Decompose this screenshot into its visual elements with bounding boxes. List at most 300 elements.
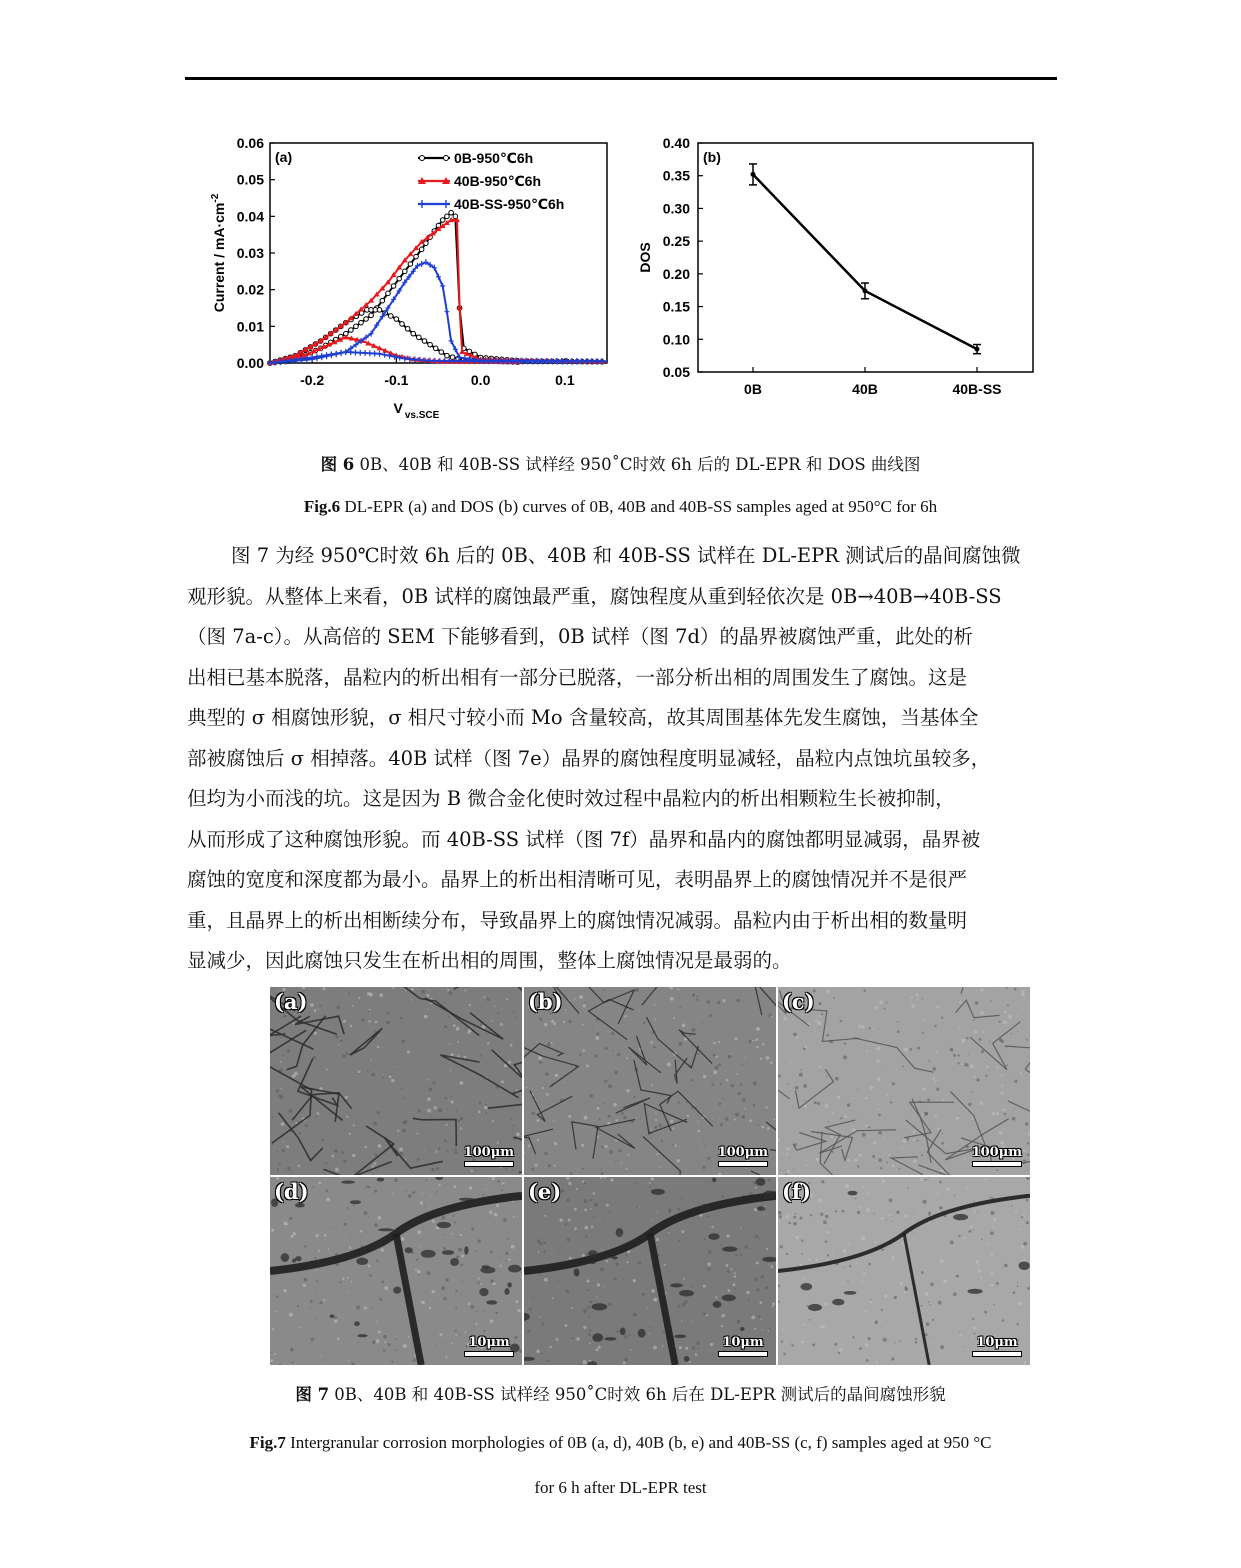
texture-speck [552, 1297, 554, 1299]
data-point [419, 247, 424, 252]
sem-panel [778, 987, 1030, 1175]
data-point [428, 342, 433, 347]
texture-speck [282, 1149, 285, 1152]
sem-panel-label: (f) [782, 1179, 811, 1204]
texture-speck [915, 1338, 917, 1340]
texture-speck [912, 1313, 913, 1314]
texture-speck [1007, 1214, 1009, 1216]
y-tick-label: 0.35 [662, 167, 690, 184]
body-line: 腐蚀的宽度和深度都为最小。晶界上的析出相清晰可见，表明晶界上的腐蚀情况并不是很严 [187, 868, 968, 891]
texture-speck [278, 1094, 281, 1097]
texture-speck [400, 1152, 403, 1155]
texture-speck [934, 1115, 937, 1118]
texture-speck [874, 1213, 875, 1214]
texture-speck [505, 1260, 507, 1262]
texture-speck [349, 1133, 351, 1135]
texture-speck [303, 1284, 306, 1287]
texture-speck [940, 1259, 944, 1263]
texture-speck [274, 1353, 276, 1355]
texture-speck [924, 1324, 926, 1326]
texture-speck [436, 1167, 439, 1170]
texture-speck [281, 1122, 285, 1126]
texture-speck [626, 1089, 629, 1092]
texture-speck [370, 1060, 371, 1061]
texture-speck [749, 1119, 752, 1122]
texture-speck [725, 1117, 729, 1121]
texture-speck [581, 1144, 584, 1147]
texture-speck [1021, 993, 1025, 997]
texture-speck [681, 1197, 683, 1199]
texture-speck [276, 1089, 279, 1092]
x-tick-label: -0.2 [300, 372, 325, 388]
texture-speck [281, 1037, 283, 1039]
y-axis-label: DOS [637, 242, 653, 273]
texture-speck [424, 1150, 425, 1151]
texture-speck [648, 1333, 649, 1334]
texture-speck [770, 1061, 773, 1064]
texture-speck [703, 1285, 706, 1288]
texture-speck [678, 1060, 679, 1061]
texture-speck [957, 1054, 959, 1056]
texture-speck [838, 1352, 840, 1354]
texture-speck [721, 1196, 723, 1198]
texture-speck [338, 1226, 339, 1227]
texture-speck [574, 1227, 577, 1230]
texture-speck [599, 1118, 601, 1120]
texture-speck [641, 1043, 642, 1044]
texture-speck [287, 1167, 290, 1170]
texture-speck [783, 1217, 785, 1219]
texture-speck [429, 1307, 431, 1309]
corrosion-pit [393, 1287, 401, 1294]
texture-speck [538, 1056, 542, 1060]
texture-speck [544, 1023, 547, 1026]
texture-speck [272, 1328, 274, 1330]
texture-speck [352, 1154, 355, 1157]
texture-speck [756, 1046, 759, 1049]
texture-speck [936, 1088, 939, 1091]
texture-speck [1018, 1302, 1022, 1306]
texture-speck [799, 1340, 800, 1341]
data-point [440, 218, 445, 223]
texture-speck [735, 1288, 737, 1290]
texture-speck [495, 1312, 498, 1315]
texture-speck [441, 1286, 445, 1290]
y-tick-label: 0.15 [662, 298, 690, 315]
texture-speck [756, 1262, 759, 1265]
texture-speck [541, 1353, 542, 1354]
texture-speck [960, 1334, 963, 1337]
texture-speck [847, 1159, 850, 1162]
texture-speck [548, 1164, 551, 1167]
texture-speck [707, 1157, 710, 1160]
texture-speck [826, 1076, 828, 1078]
texture-speck [679, 1320, 680, 1321]
texture-speck [596, 1296, 597, 1297]
grain-boundary [754, 987, 776, 1016]
texture-speck [762, 1126, 765, 1129]
texture-speck [843, 1249, 847, 1253]
texture-speck [768, 1330, 770, 1332]
texture-speck [434, 1106, 438, 1110]
texture-speck [373, 1140, 374, 1141]
texture-speck [889, 1214, 891, 1216]
texture-speck [964, 1063, 968, 1067]
texture-speck [373, 1121, 377, 1125]
texture-speck [609, 1150, 613, 1154]
texture-speck [569, 1257, 572, 1260]
texture-speck [501, 1189, 503, 1191]
texture-speck [594, 1203, 598, 1207]
texture-speck [651, 1084, 653, 1086]
scale-bar [464, 1335, 514, 1357]
texture-speck [791, 1115, 792, 1116]
texture-speck [499, 1265, 501, 1267]
texture-speck [915, 993, 918, 996]
texture-speck [678, 1101, 680, 1103]
texture-speck [677, 1159, 680, 1162]
texture-speck [590, 1181, 592, 1183]
texture-speck [447, 989, 449, 991]
texture-speck [314, 1009, 317, 1012]
texture-speck [762, 1043, 764, 1045]
texture-speck [782, 1328, 784, 1330]
corrosion-pit [651, 1189, 665, 1195]
texture-speck [761, 1319, 762, 1320]
texture-speck [351, 1362, 355, 1365]
texture-speck [376, 1260, 378, 1262]
texture-speck [713, 1070, 717, 1074]
texture-speck [544, 1215, 546, 1217]
texture-speck [454, 1291, 455, 1292]
texture-speck [720, 1083, 722, 1085]
texture-speck [979, 1038, 982, 1041]
texture-speck [981, 1122, 982, 1123]
texture-speck [1001, 1074, 1003, 1076]
texture-speck [435, 1151, 437, 1153]
texture-speck [966, 1188, 968, 1190]
texture-speck [894, 1296, 897, 1299]
texture-speck [594, 1054, 597, 1057]
texture-speck [389, 1075, 392, 1078]
corrosion-pit [354, 1321, 360, 1326]
texture-speck [928, 1177, 929, 1178]
texture-speck [441, 1216, 445, 1220]
data-point [334, 351, 339, 357]
texture-speck [535, 1164, 538, 1167]
texture-speck [601, 1146, 604, 1149]
texture-speck [606, 1204, 609, 1207]
texture-speck [626, 1261, 628, 1263]
texture-speck [1000, 1141, 1004, 1145]
data-point [380, 298, 385, 303]
sem-panel [778, 1177, 1030, 1365]
texture-speck [374, 1162, 377, 1165]
panel-label: (b) [703, 149, 721, 165]
grain-boundary [732, 1171, 768, 1175]
texture-speck [734, 1272, 736, 1274]
texture-speck [1027, 1142, 1029, 1144]
texture-speck [484, 1311, 485, 1312]
grain-boundary [298, 1059, 337, 1106]
texture-speck [927, 1179, 928, 1180]
texture-speck [793, 1222, 797, 1226]
texture-speck [596, 1032, 599, 1035]
texture-speck [440, 1333, 443, 1336]
texture-speck [881, 1217, 884, 1220]
body-line: 但均为小而浅的坑。这是因为 B 微合金化使时效过程中晶粒内的析出相颗粒生长被抑制， [187, 787, 955, 810]
texture-speck [323, 987, 326, 990]
corrosion-pit [670, 1283, 683, 1287]
texture-speck [402, 1040, 405, 1043]
texture-speck [881, 1327, 882, 1328]
texture-speck [492, 1307, 493, 1308]
sem-panel [524, 987, 776, 1175]
texture-speck [736, 999, 740, 1003]
texture-speck [903, 1310, 904, 1311]
texture-speck [892, 1221, 893, 1222]
texture-speck [704, 1162, 705, 1163]
texture-speck [903, 1149, 904, 1150]
corrosion-pit [679, 1290, 694, 1297]
texture-speck [805, 1360, 806, 1361]
texture-speck [932, 1319, 934, 1321]
texture-speck [718, 1041, 720, 1043]
texture-speck [800, 1069, 801, 1070]
texture-speck [1006, 1047, 1007, 1048]
texture-speck [844, 1042, 846, 1044]
texture-speck [942, 1099, 944, 1101]
texture-speck [714, 1260, 715, 1261]
texture-speck [868, 1126, 870, 1128]
texture-speck [915, 1341, 918, 1344]
texture-speck [516, 1132, 520, 1136]
texture-speck [431, 1242, 432, 1243]
texture-speck [968, 1054, 969, 1055]
texture-speck [734, 1119, 736, 1121]
texture-speck [337, 1006, 341, 1010]
texture-speck [303, 1278, 307, 1282]
texture-speck [281, 1088, 283, 1090]
texture-speck [993, 1218, 996, 1221]
texture-speck [382, 1280, 385, 1283]
texture-speck [943, 1017, 945, 1019]
texture-speck [356, 1305, 360, 1309]
texture-speck [884, 1008, 886, 1010]
texture-speck [780, 1064, 781, 1065]
texture-speck [358, 997, 360, 999]
texture-speck [513, 1216, 515, 1218]
texture-speck [456, 1256, 459, 1259]
texture-speck [972, 1091, 974, 1093]
texture-speck [876, 1047, 880, 1051]
texture-speck [758, 1118, 759, 1119]
texture-speck [672, 1144, 674, 1146]
texture-speck [617, 1330, 619, 1332]
texture-speck [986, 1065, 989, 1068]
texture-speck [478, 1110, 481, 1113]
texture-speck [735, 1254, 738, 1257]
texture-speck [445, 1356, 447, 1358]
texture-speck [554, 1164, 556, 1166]
texture-speck [964, 1158, 966, 1160]
texture-speck [677, 1124, 678, 1125]
y-tick-label: 0.01 [236, 318, 264, 335]
corrosion-pit [507, 1282, 511, 1287]
texture-speck [335, 1168, 339, 1172]
texture-speck [515, 1300, 518, 1303]
texture-speck [974, 1031, 977, 1034]
texture-speck [855, 1198, 856, 1199]
grain-boundary [394, 987, 479, 1036]
texture-speck [405, 990, 407, 992]
texture-speck [715, 1296, 717, 1298]
body-line: 显减少，因此腐蚀只发生在析出相的周围，整体上腐蚀情况是最弱的。 [187, 949, 792, 972]
texture-speck [455, 1151, 458, 1154]
data-point [422, 339, 427, 344]
texture-speck [1017, 1285, 1019, 1287]
texture-speck [1014, 988, 1017, 991]
texture-speck [875, 1006, 878, 1009]
texture-speck [928, 1214, 930, 1216]
corrosion-pit [712, 1178, 716, 1182]
texture-speck [810, 1214, 812, 1216]
texture-speck [662, 1331, 665, 1334]
texture-speck [462, 1281, 463, 1282]
texture-speck [453, 1150, 454, 1151]
texture-speck [317, 1112, 320, 1115]
data-point [444, 309, 449, 315]
texture-speck [626, 1057, 628, 1059]
texture-speck [532, 1112, 535, 1115]
texture-speck [291, 1235, 294, 1238]
scale-bar-line [972, 1351, 1022, 1357]
texture-speck [678, 989, 680, 991]
grain-boundary [891, 1157, 922, 1175]
texture-speck [757, 1288, 760, 1291]
texture-speck [678, 1240, 680, 1242]
scale-bar-label: 10μm [722, 1335, 764, 1350]
texture-speck [854, 1159, 857, 1162]
texture-speck [756, 1123, 757, 1124]
texture-speck [443, 1297, 446, 1300]
texture-speck [565, 1324, 568, 1327]
grain-boundary-crack [904, 1233, 929, 1365]
texture-speck [538, 1251, 540, 1253]
texture-speck [349, 1247, 351, 1249]
scale-bar-label: 100μm [463, 1145, 514, 1160]
texture-speck [362, 1321, 363, 1322]
texture-speck [704, 1238, 706, 1240]
x-tick-label: 0B [744, 381, 762, 397]
y-axis-label: Current / $mA\cdot cm^{-2}$ [210, 193, 227, 313]
texture-speck [402, 1097, 404, 1099]
y-tick-label: 0.05 [662, 364, 690, 380]
texture-speck [563, 1082, 564, 1083]
texture-speck [972, 1318, 974, 1320]
texture-speck [638, 1261, 641, 1264]
data-point [394, 317, 399, 322]
texture-speck [451, 1233, 453, 1235]
texture-speck [543, 1250, 546, 1253]
corrosion-pit [757, 1206, 766, 1210]
texture-speck [813, 1347, 814, 1348]
texture-speck [849, 1265, 851, 1267]
texture-speck [993, 1304, 994, 1305]
texture-speck [815, 1361, 816, 1362]
texture-speck [938, 1301, 942, 1305]
corrosion-pit [1019, 1261, 1030, 1270]
dos-line [753, 174, 977, 349]
data-point [411, 331, 416, 336]
texture-speck [828, 1121, 829, 1122]
corrosion-pit [480, 1267, 495, 1274]
texture-speck [283, 1289, 286, 1292]
texture-speck [377, 1046, 379, 1048]
texture-speck [799, 1113, 801, 1115]
texture-speck [975, 1001, 978, 1004]
texture-speck [702, 1148, 703, 1149]
texture-speck [368, 1330, 369, 1331]
texture-speck [852, 1336, 854, 1338]
texture-speck [875, 1361, 878, 1364]
texture-speck [417, 1158, 420, 1161]
x-tick-label: 0.0 [470, 372, 491, 388]
texture-speck [608, 1084, 612, 1088]
texture-speck [913, 1232, 914, 1233]
texture-speck [311, 1338, 314, 1341]
texture-speck [544, 1206, 545, 1207]
texture-speck [801, 1253, 803, 1255]
texture-speck [316, 1280, 318, 1282]
texture-speck [857, 1165, 859, 1167]
texture-speck [1028, 1132, 1030, 1135]
texture-speck [999, 1021, 1001, 1023]
texture-speck [401, 1088, 403, 1090]
texture-speck [723, 999, 726, 1002]
texture-speck [1002, 1128, 1004, 1130]
texture-speck [452, 1123, 453, 1124]
texture-speck [533, 1296, 534, 1297]
texture-speck [422, 990, 426, 994]
corrosion-pit [638, 1329, 646, 1338]
texture-speck [843, 1055, 847, 1059]
texture-speck [910, 1048, 913, 1051]
texture-speck [479, 1101, 482, 1104]
texture-speck [961, 1063, 963, 1065]
texture-speck [436, 1191, 438, 1193]
data-point [386, 291, 391, 296]
texture-speck [591, 1208, 592, 1209]
texture-speck [922, 1114, 924, 1116]
texture-speck [582, 1024, 584, 1026]
texture-speck [272, 1116, 274, 1118]
texture-speck [513, 1011, 515, 1013]
grain-boundary [679, 1030, 712, 1064]
texture-speck [720, 1244, 722, 1246]
texture-speck [455, 1330, 457, 1332]
texture-speck [839, 1348, 841, 1350]
texture-speck [274, 1065, 275, 1066]
texture-speck [911, 1004, 915, 1008]
fig7-caption-cn: 图 7 0B、40B 和 40B-SS 试样经 950˚C时效 6h 后在 DL-EPR 测试后的晶间腐蚀形貌 [295, 1385, 946, 1404]
texture-speck [892, 1082, 895, 1085]
texture-speck [583, 1360, 587, 1364]
texture-speck [442, 1342, 443, 1343]
texture-speck [336, 988, 337, 989]
texture-speck [990, 1253, 993, 1256]
texture-speck [886, 1162, 888, 1164]
